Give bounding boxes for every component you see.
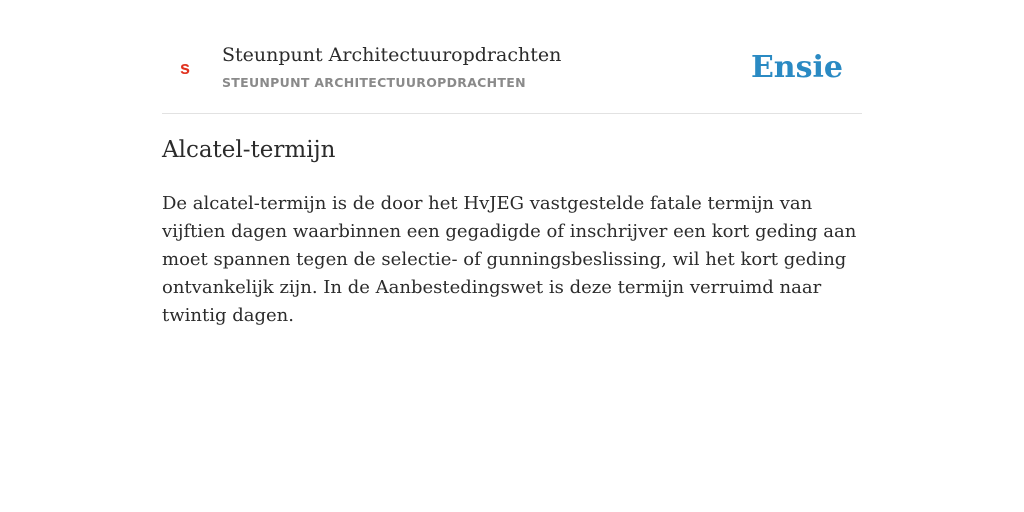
brand-logo[interactable]: Ensie xyxy=(750,50,843,85)
term-title: Alcatel-termijn xyxy=(162,137,336,163)
header xyxy=(162,0,862,114)
source-title[interactable]: Steunpunt Architectuuropdrachten xyxy=(222,44,562,66)
source-logo[interactable]: s xyxy=(179,57,190,78)
page-container xyxy=(162,0,862,326)
source-subtitle: STEUNPUNT ARCHITECTUUROPDRACHTEN xyxy=(222,75,526,90)
definition-text: De alcatel-termijn is de door het HvJEG vastgestelde fatale termijn van vijftien dagen waarbinnen een gegadigde of inschrijver een kort geding aan moet spannen tegen de selectie- of gunningsbeslissing, wil het kort geding ontvankelijk zijn. In de Aanbestedingswet is deze termijn verruimd naar twintig dagen. xyxy=(162,193,857,326)
